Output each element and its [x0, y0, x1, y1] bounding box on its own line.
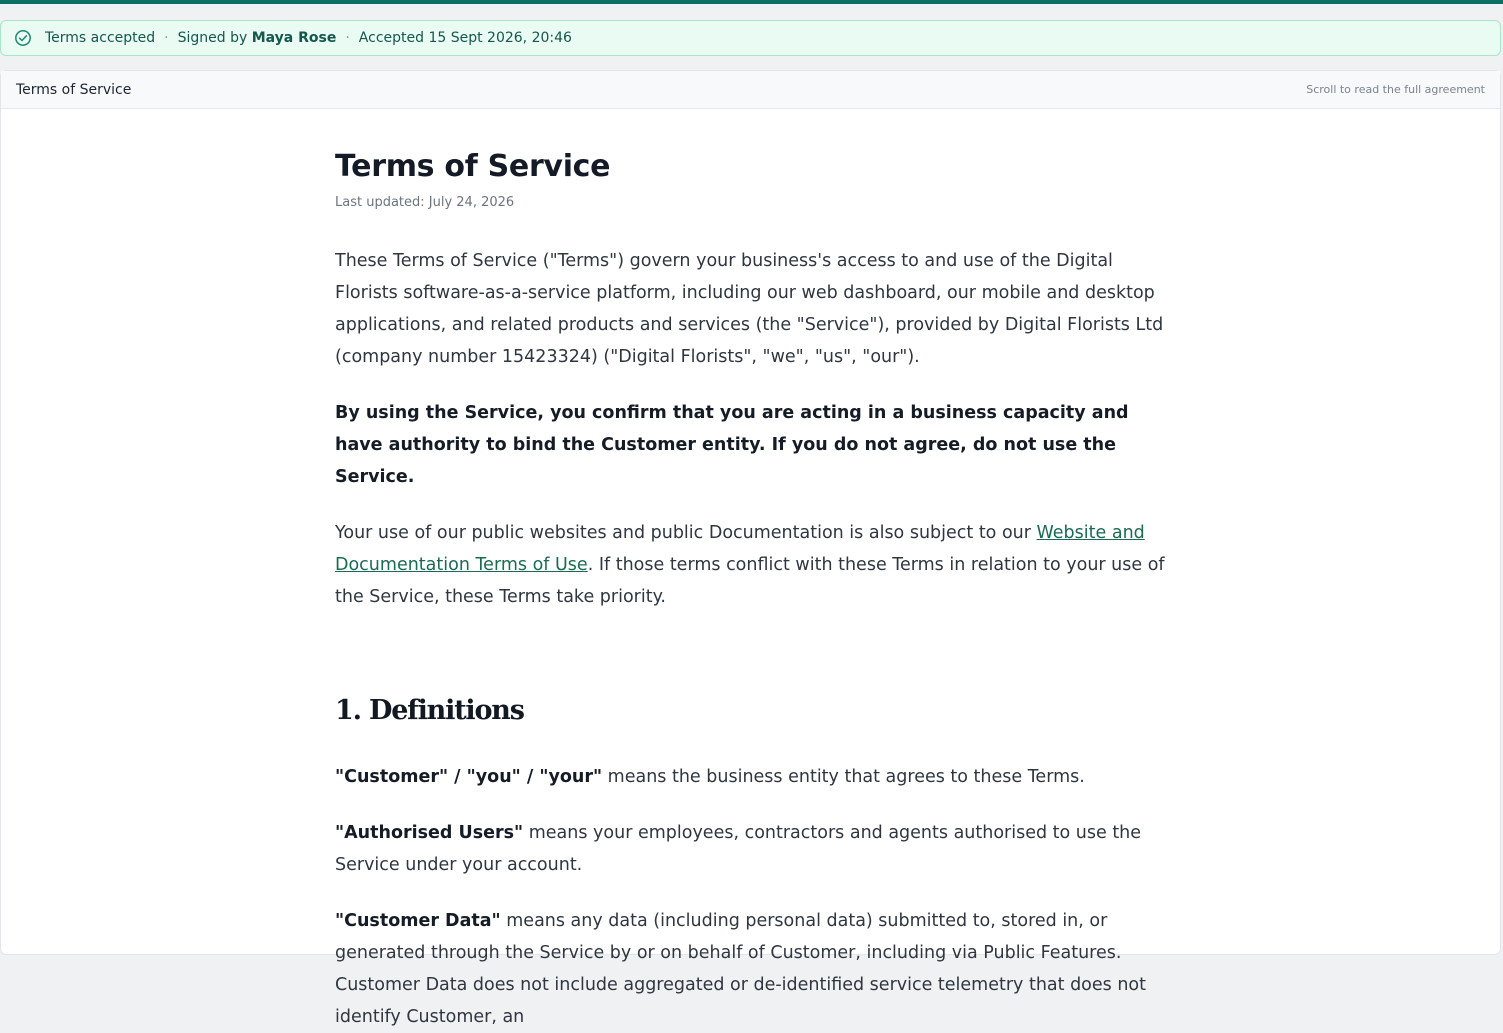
- definition-item: [335, 761, 1175, 793]
- document-label: Terms of Service: [16, 81, 132, 98]
- check-circle-icon: [14, 29, 32, 47]
- definition-term: "Authorised Users": [335, 823, 524, 843]
- section-heading-definitions: 1. Definitions: [335, 695, 524, 726]
- signed-prefix: Signed by: [177, 30, 248, 46]
- definition-text: means the business entity that agrees to these Terms.: [602, 767, 1085, 787]
- definition-item: [335, 905, 1175, 1033]
- definition-text: means your employees, contractors and agents authorised to use the Service under your account.: [335, 823, 1142, 875]
- signed-by: [178, 30, 337, 46]
- definition-text: means any data (including personal data) submitted to, stored in, or generated through the Service by or on behalf of Customer, including via Public Features. Customer Data does not include aggregated or de-identified service telemetry that does not identify Customer, an: [335, 911, 1146, 1027]
- acceptance-status: Terms accepted: [45, 30, 156, 46]
- scroll-hint: Scroll to read the full agreement: [1306, 83, 1485, 96]
- website-terms-text-post: . If those terms conflict with these Terms in relation to your use of the Service, these Terms take priority.: [335, 555, 1165, 607]
- signer-name: Maya Rose: [251, 30, 337, 46]
- website-terms-link[interactable]: Website and Documentation Terms of Use: [335, 523, 1145, 575]
- website-terms-text-pre: Your use of our public websites and public Documentation is also subject to our: [335, 523, 1037, 543]
- website-terms-paragraph: [335, 517, 1175, 613]
- document-header: [1, 71, 1500, 109]
- intro-paragraph: These Terms of Service ("Terms") govern your business's access to and use of the Digital Florists software-as-a-service platform, including our web dashboard, our mobile and desktop applications, and related products and services (the "Service"), provided by Digital Florists Ltd (company number 15423324) ("Digital Florists", "we", "us", "our").: [335, 251, 1164, 367]
- page-title: Terms of Service: [335, 149, 611, 184]
- document-panel: [0, 70, 1501, 1027]
- acceptance-banner: [0, 20, 1501, 56]
- business-capacity-notice: By using the Service, you confirm that you are acting in a business capacity and have authority to bind the Customer entity. If you do not agree, do not use the Service.: [335, 403, 1129, 487]
- definition-item: [335, 817, 1175, 881]
- definition-term: "Customer Data": [335, 911, 501, 931]
- separator-dot: ·: [164, 30, 169, 46]
- last-updated: Last updated: July 24, 2026: [335, 195, 515, 210]
- document-scroll-area[interactable]: [335, 109, 1175, 1027]
- definition-term: "Customer" / "you" / "your": [335, 767, 603, 787]
- accepted-timestamp: Accepted 15 Sept 2026, 20:46: [358, 30, 572, 46]
- separator-dot: ·: [345, 30, 350, 46]
- top-accent-bar: [0, 0, 1503, 4]
